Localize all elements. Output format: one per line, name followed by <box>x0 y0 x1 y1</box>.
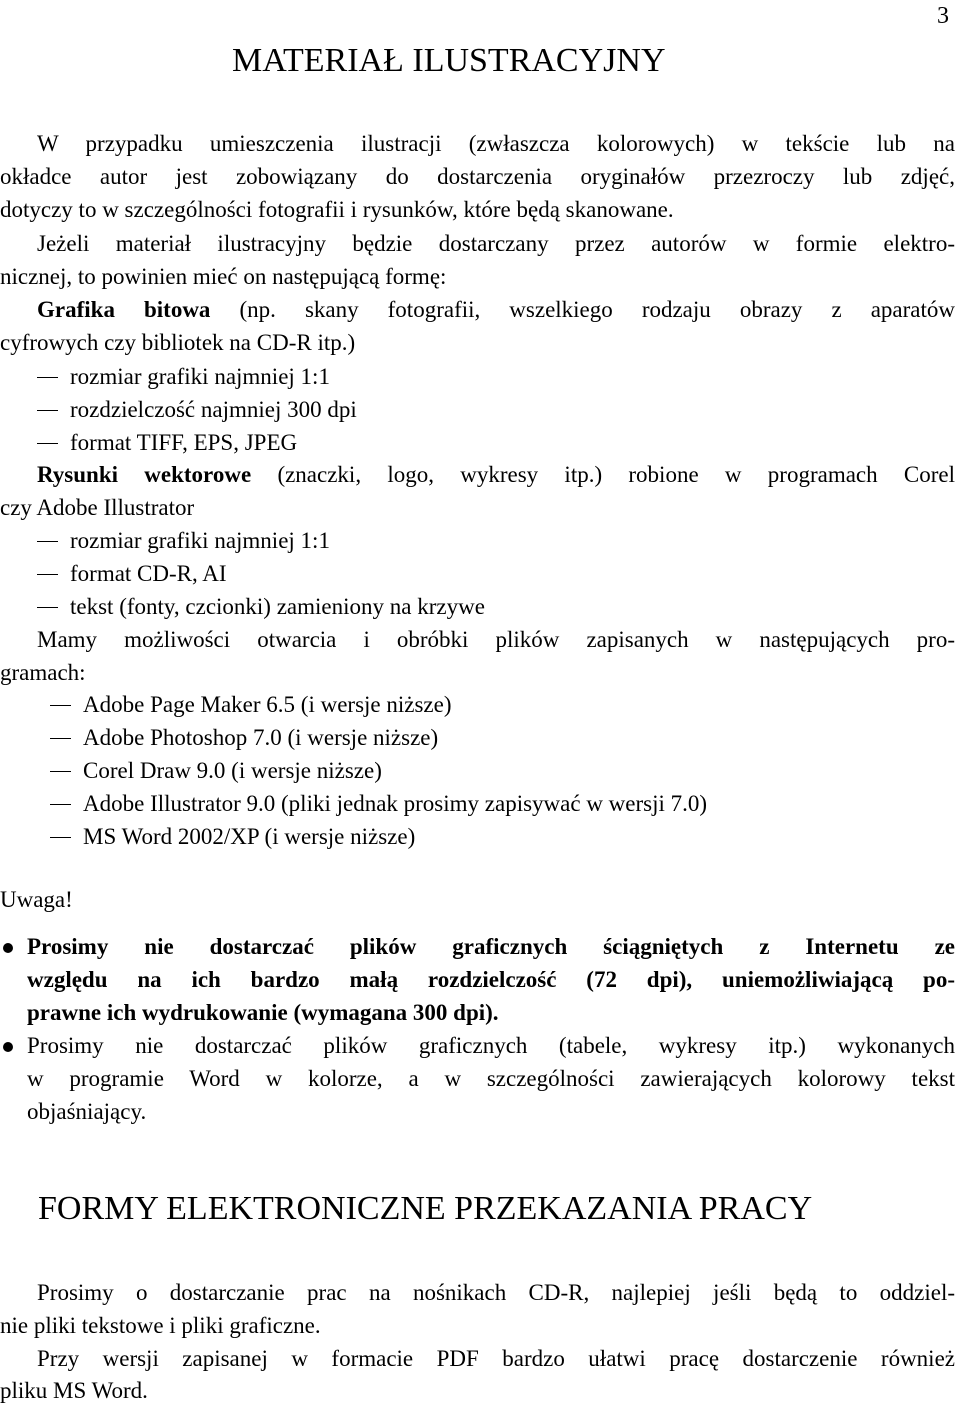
dash-icon <box>50 804 71 805</box>
list-item-text: rozmiar grafiki najmniej 1:1 <box>70 364 330 389</box>
warning-line: Prosimy nie dostarczać plików graficznych (tabele, wykresy itp.) wykonanych <box>27 1033 955 1058</box>
list-item <box>37 427 297 459</box>
section-title-illustrations: MATERIAŁ ILUSTRACYJNY <box>232 42 666 79</box>
warning-line: objaśniający. <box>27 1099 147 1124</box>
list-item <box>37 361 330 393</box>
paragraph-line: W przypadku umieszczenia ilustracji (zwłaszcza kolorowych) w tekście lub na <box>37 131 955 156</box>
warning-line: Prosimy nie dostarczać plików graficznych ściągniętych z Internetu ze <box>27 934 955 959</box>
dash-icon <box>50 705 71 706</box>
list-item-text: format CD-R, AI <box>70 561 227 586</box>
list-item-text: format TIFF, EPS, JPEG <box>70 430 298 455</box>
warning-line: w programie Word w kolorze, a w szczególności zawierających kolorowy tekst <box>27 1066 955 1091</box>
program-item-text: MS Word 2002/XP (i wersje niższe) <box>83 824 416 849</box>
program-item-text: Adobe Photoshop 7.0 (i wersje niższe) <box>83 725 439 750</box>
dash-icon <box>37 607 58 608</box>
vector-graphics-label: Rysunki wektorowe <box>37 462 252 487</box>
program-item-text: Adobe Illustrator 9.0 (pliki jednak prosimy zapisywać w wersji 7.0) <box>83 791 708 816</box>
bullet-icon <box>3 1042 13 1052</box>
program-item <box>50 689 452 721</box>
list-item-text: tekst (fonty, czcionki) zamieniony na krzywe <box>70 594 485 619</box>
dash-icon <box>37 574 58 575</box>
paragraph-line: gramach: <box>0 660 86 685</box>
bullet-icon <box>3 943 13 953</box>
bitmap-graphics-description: (np. skany fotografii, wszelkiego rodzaju obrazy z aparatów <box>210 297 955 322</box>
dash-icon <box>37 377 58 378</box>
list-item <box>37 525 330 557</box>
list-item <box>37 591 485 623</box>
page-number: 3 <box>937 3 949 29</box>
program-item <box>50 821 415 853</box>
list-item-text: rozdzielczość najmniej 300 dpi <box>70 397 357 422</box>
warning-line: prawne ich wydrukowanie (wymagana 300 dpi). <box>27 1000 499 1025</box>
paragraph-line: cyfrowych czy bibliotek na CD-R itp.) <box>0 330 356 355</box>
bitmap-graphics-label: Grafika bitowa <box>37 297 211 322</box>
dash-icon <box>37 410 58 411</box>
paragraph-line: Jeżeli materiał ilustracyjny będzie dostarczany przez autorów w formie elektro- <box>37 231 955 256</box>
paragraph-line: nie pliki tekstowe i pliki graficzne. <box>0 1313 321 1338</box>
list-item <box>37 394 357 426</box>
program-item-text: Adobe Page Maker 6.5 (i wersje niższe) <box>83 692 452 717</box>
paragraph-line: Mamy możliwości otwarcia i obróbki plików zapisanych w następujących pro- <box>37 627 955 652</box>
paragraph-line: pliku MS Word. <box>0 1378 148 1403</box>
dash-icon <box>50 837 71 838</box>
dash-icon <box>37 541 58 542</box>
paragraph-line: czy Adobe Illustrator <box>0 495 195 520</box>
paragraph-line: Prosimy o dostarczanie prac na nośnikach CD-R, najlepiej jeśli będą to oddziel- <box>37 1280 955 1305</box>
bitmap-graphics-line <box>37 294 955 326</box>
program-item <box>50 788 707 820</box>
section-title-electronic-forms: FORMY ELEKTRONICZNE PRZEKAZANIA PRACY <box>38 1190 813 1227</box>
warning-title: Uwaga! <box>0 887 73 912</box>
dash-icon <box>50 738 71 739</box>
program-item <box>50 755 382 787</box>
paragraph-line: Przy wersji zapisanej w formacie PDF bardzo ułatwi pracę dostarczenie również <box>37 1346 955 1371</box>
paragraph-line: dotyczy to w szczególności fotografii i rysunków, które będą skanowane. <box>0 197 674 222</box>
warning-line: względu na ich bardzo małą rozdzielczość (72 dpi), uniemożliwiającą po- <box>27 967 955 992</box>
paragraph-line: okładce autor jest zobowiązany do dostarczenia oryginałów przezroczy lub zdjęć, <box>0 164 955 189</box>
list-item-text: rozmiar grafiki najmniej 1:1 <box>70 528 330 553</box>
dash-icon <box>50 771 71 772</box>
vector-graphics-description: (znaczki, logo, wykresy itp.) robione w programach Corel <box>251 462 955 487</box>
program-item-text: Corel Draw 9.0 (i wersje niższe) <box>83 758 382 783</box>
list-item <box>37 558 227 590</box>
paragraph-line: nicznej, to powinien mieć on następującą formę: <box>0 264 447 289</box>
dash-icon <box>37 443 58 444</box>
vector-graphics-line <box>37 459 955 491</box>
program-item <box>50 722 438 754</box>
